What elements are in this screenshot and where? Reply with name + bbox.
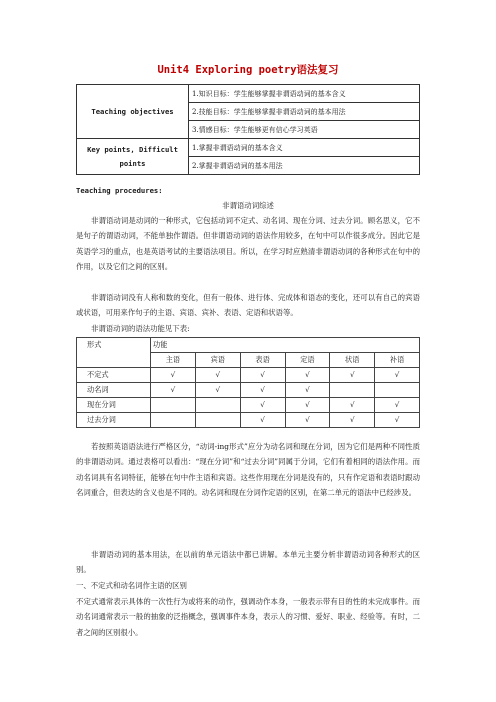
check-mark: √ xyxy=(375,368,420,383)
column-header: 表语 xyxy=(240,353,285,368)
paragraph-intro: 非谓语动词是动词的一种形式，它包括动词不定式、动名词、现在分词、过去分词。顾名思义，它不是句子的谓语动词，不能单独作谓语。但非谓语动词的语法作用较多，在句中可以作很多成分。因此它是英语学习的重点，也是英语考试的主要语法项目。所以，在学习时应熟清非谓语动词的各种形式在句中的作用，以及它们之间的区别。 xyxy=(76,216,420,272)
objective-item: 3.情感目标：学生能够更有信心学习英语 xyxy=(189,121,420,139)
table-row xyxy=(77,368,420,383)
check-mark: √ xyxy=(195,383,240,398)
check-mark: √ xyxy=(375,413,420,428)
keypoint-item: 1.掌握非谓语动词的基本含义 xyxy=(189,139,420,157)
check-mark: √ xyxy=(285,368,330,383)
objective-item: 1.知识目标：学生能够掌握非谓语动词的基本含义 xyxy=(189,85,420,103)
check-mark: √ xyxy=(285,398,330,413)
row-form: 现在分词 xyxy=(77,398,151,413)
objectives-table xyxy=(76,84,420,175)
column-header: 补语 xyxy=(375,353,420,368)
paragraph-unit-focus: 非谓语动词的基本用法，在以前的单元语法中都已讲解。本单元主要分析非谓语动词各种形式的区别。 xyxy=(76,550,420,575)
check-mark xyxy=(375,383,420,398)
keypoints-header-line1: Key points, Difficult xyxy=(87,144,178,154)
row-form: 动名词 xyxy=(77,383,151,398)
check-mark: √ xyxy=(195,368,240,383)
keypoint-item: 2.掌握非谓语动词的基本用法 xyxy=(189,157,420,175)
column-header: 主语 xyxy=(151,353,196,368)
document-title: Unit4 Exploring poetry语法复习 xyxy=(157,64,339,76)
corner-label: 形式 xyxy=(77,338,151,368)
check-mark: √ xyxy=(375,398,420,413)
objective-item: 2.技能目标：学生能够掌握非谓语动词的基本用法 xyxy=(189,103,420,121)
keypoints-header xyxy=(77,139,189,175)
check-mark: √ xyxy=(151,383,196,398)
function-table xyxy=(76,337,420,428)
check-mark: √ xyxy=(330,413,375,428)
row-form: 过去分词 xyxy=(77,413,151,428)
section-title: 非谓语动词综述 xyxy=(222,201,274,210)
objectives-header: Teaching objectives xyxy=(77,85,189,139)
section-heading-1: 一、不定式和动名词作主语的区别 xyxy=(76,581,187,590)
check-mark: √ xyxy=(240,368,285,383)
check-mark xyxy=(330,383,375,398)
column-header: 定语 xyxy=(285,353,330,368)
check-mark xyxy=(195,398,240,413)
table-row xyxy=(77,383,420,398)
check-mark: √ xyxy=(285,383,330,398)
check-mark: √ xyxy=(285,413,330,428)
procedures-label: Teaching procedures: xyxy=(76,186,163,195)
check-mark xyxy=(151,398,196,413)
function-label: 功能 xyxy=(151,338,420,353)
paragraph-table-intro: 非谓语动词的语法功能见下表: xyxy=(91,324,190,333)
paragraph-analysis: 若按照英语语法进行严格区分，“动词-ing形式”应分为动名词和现在分词，因为它们是两种不同性质的非谓语动词。通过表格可以看出：“现在分词”和“过去分词”同属于分词，它们有着相同的语法作用。而动名词具有名词特征，能够在句中作主语和宾语。这些作用现在分词是没有的，只有作定语和表语时跟动名词重合，但表达的含义也是不同的。动名词和现在分词作定语的区别，在第二单元的语法中已经涉及。 xyxy=(76,442,420,498)
column-header: 状语 xyxy=(330,353,375,368)
paragraph-subject-difference: 不定式通常表示具体的一次性行为或将来的动作，强调动作本身，一般表示带有目的性的未完成事件。而动名词通常表示一般的抽象的泛指概念，强调事件本身，表示人的习惯、爱好、职业、经验等。有时，二者之间的区别很小。 xyxy=(76,597,420,637)
check-mark xyxy=(151,413,196,428)
check-mark: √ xyxy=(240,398,285,413)
check-mark: √ xyxy=(330,368,375,383)
keypoints-header-line2: points xyxy=(119,158,146,168)
check-mark xyxy=(195,413,240,428)
table-row xyxy=(77,398,420,413)
column-header: 宾语 xyxy=(195,353,240,368)
paragraph-features: 非谓语动词没有人称和数的变化，但有一般体、进行体、完成体和语态的变化，还可以有自己的宾语或状语，可用来作句子的主语、宾语、宾补、表语、定语和状语等。 xyxy=(76,293,420,318)
check-mark: √ xyxy=(240,383,285,398)
check-mark: √ xyxy=(330,398,375,413)
check-mark: √ xyxy=(240,413,285,428)
check-mark: √ xyxy=(151,368,196,383)
row-form: 不定式 xyxy=(77,368,151,383)
table-row xyxy=(77,413,420,428)
